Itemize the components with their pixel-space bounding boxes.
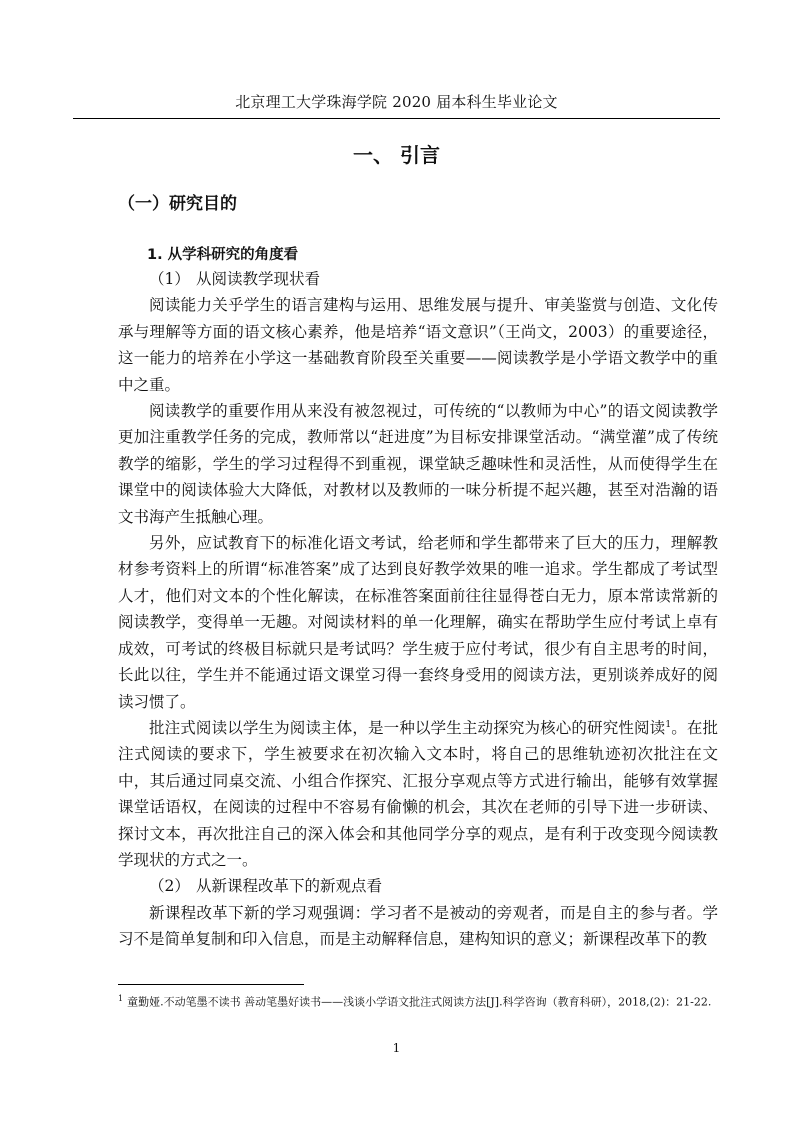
paragraph: 新课程改革下新的学习观强调：学习者不是被动的旁观者，而是自主的参与者。学习不是简单复制和印入信息，而是主动解释信息，建构知识的意义；新课程改革下的教	[118, 903, 718, 949]
header-rule	[73, 118, 720, 119]
footnote-separator	[118, 984, 304, 985]
page-header: 北京理工大学珠海学院 2020 届本科生毕业论文	[235, 93, 558, 111]
paragraph-part: 批注式阅读以学生为阅读主体，是一种以学生主动探究为核心的研究性阅读	[149, 718, 666, 737]
page-number: 1	[392, 1041, 401, 1055]
body-text	[118, 266, 718, 953]
list-item-heading-2	[118, 873, 718, 899]
paragraph	[118, 715, 718, 873]
list-item-text: 从新课程改革下的新观点看	[196, 877, 383, 896]
list-item-number: （2）	[149, 877, 190, 896]
paragraph: 阅读能力关乎学生的语言建构与运用、思维发展与提升、审美鉴赏与创造、文化传承与理解等方面的语文核心素养，他是培养“语文意识”（王尚文，2003）的重要途径，这一能力的培养在小学这一基础教育阶段至关重要——阅读教学是小学语文教学中的重中之重。	[118, 296, 718, 394]
footnote-marker: 1	[118, 994, 124, 1003]
list-item-heading-1	[118, 266, 718, 292]
subsection-title: 1. 从学科研究的角度看	[147, 247, 299, 263]
chapter-title: 一、 引言	[353, 143, 440, 167]
footnote-reference[interactable]: 1	[665, 719, 672, 730]
paragraph-part: 。在批注式阅读的要求下，学生被要求在初次输入文本时，将自己的思维轨迹初次批注在文中，其后通过同桌交流、小组合作探究、汇报分享观点等方式进行输出，能够有效掌握课堂话语权，在阅读的过程中不容易有偷懒的机会，其次在老师的引导下进一步研读、探讨文本，再次批注自己的深入体会和其他同学分享的观点，是有利于改变现今阅读教学现状的方式之一。	[118, 718, 718, 869]
paragraph: 另外，应试教育下的标准化语文考试，给老师和学生都带来了巨大的压力，理解教材参考资料上的所谓“标准答案”成了达到良好教学效果的唯一追求。学生都成了考试型人才，他们对文本的个性化解读，在标准答案面前往往显得苍白无力，原本常读常新的阅读教学，变得单一无趣。对阅读材料的单一化理解，确实在帮助学生应付考试上卓有成效，可考试的终极目标就只是考试吗？学生疲于应付考试，很少有自主思考的时间，长此以往，学生并不能通过语文课堂习得一套终身受用的阅读方法，更别谈养成好的阅读习惯了。	[118, 534, 718, 711]
footnote-text: 童勤娅.不动笔墨不读书 善动笔墨好读书——浅谈小学语文批注式阅读方法[J].科学咨询（教育科研），2018,(2)：21-22.	[127, 995, 712, 1009]
paragraph: 阅读教学的重要作用从来没有被忽视过，可传统的“以教师为中心”的语文阅读教学更加注重教学任务的完成，教师常以“赶进度”为目标安排课堂活动。“满堂灌”成了传统教学的缩影，学生的学习过程得不到重视，课堂缺乏趣味性和灵活性，从而使得学生在课堂中的阅读体验大大降低，对教材以及教师的一味分析提不起兴趣，甚至对浩瀚的语文书海产生抵触心理。	[118, 402, 718, 526]
footnote	[118, 990, 718, 1012]
list-item-text: 从阅读教学现状看	[196, 270, 321, 288]
section-title: （一）研究目的	[118, 194, 237, 214]
list-item-number: （1）	[149, 270, 190, 288]
